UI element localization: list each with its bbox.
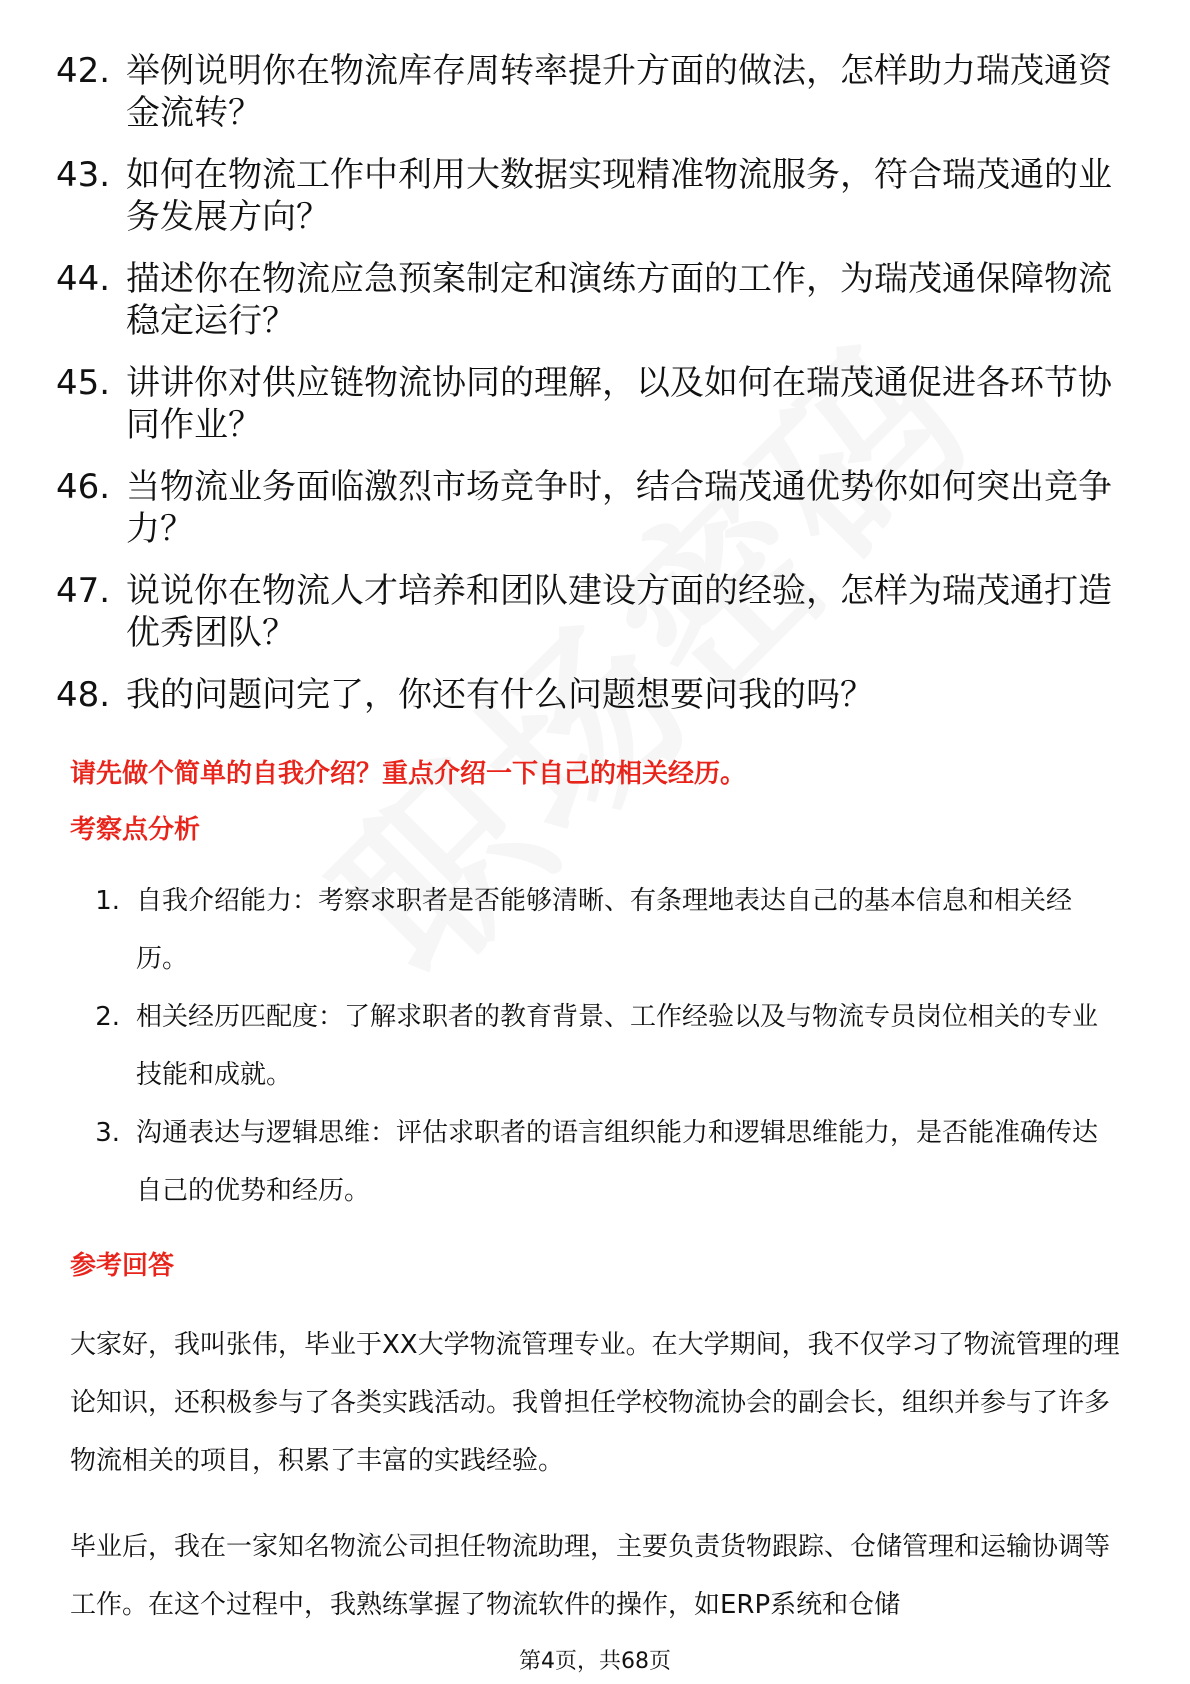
list-item: [56, 362, 1126, 446]
question-number: 44.: [56, 259, 111, 299]
list-item: [56, 258, 1126, 342]
list-item: [56, 570, 1126, 654]
reference-heading: 参考回答: [70, 1251, 175, 1281]
list-item: [56, 674, 1126, 716]
analysis-number: 1.: [95, 886, 120, 916]
analysis-number: 3.: [95, 1118, 120, 1148]
list-item: [56, 154, 1126, 238]
reference-paragraph: 大家好，我叫张伟，毕业于XX大学物流管理专业。在大学期间，我不仅学习了物流管理的理论知识，还积极参与了各类实践活动。我曾担任学校物流协会的副会长，组织并参与了许多物流相关的项目，积累了丰富的实践经验。: [70, 1330, 1120, 1476]
list-item: [70, 1104, 1120, 1220]
list-item: [56, 50, 1126, 134]
question-number: 45.: [56, 363, 111, 403]
question-text: 讲讲你对供应链物流协同的理解，以及如何在瑞茂通促进各环节协同作业？: [126, 363, 1112, 445]
question-text: 我的问题问完了，你还有什么问题想要问我的吗？: [126, 675, 874, 715]
question-number: 42.: [56, 51, 111, 91]
question-number: 46.: [56, 467, 111, 507]
reference-paragraph: 毕业后，我在一家知名物流公司担任物流助理，主要负责货物跟踪、仓储管理和运输协调等工作。在这个过程中，我熟练掌握了物流软件的操作，如ERP系统和仓储: [70, 1532, 1111, 1620]
list-item: [70, 988, 1120, 1104]
question-text: 说说你在物流人才培养和团队建设方面的经验，怎样为瑞茂通打造优秀团队？: [126, 571, 1112, 653]
section-question: 请先做个简单的自我介绍？重点介绍一下自己的相关经历。: [70, 759, 747, 789]
page-footer: 第4页，共68页: [519, 1649, 671, 1674]
question-text: 举例说明你在物流库存周转率提升方面的做法，怎样助力瑞茂通资金流转？: [126, 51, 1112, 133]
analysis-list: [70, 872, 1120, 1220]
question-number: 43.: [56, 155, 111, 195]
question-list: [56, 50, 1126, 736]
analysis-heading: 考察点分析: [70, 815, 201, 845]
analysis-text: 自我介绍能力：考察求职者是否能够清晰、有条理地表达自己的基本信息和相关经历。: [136, 886, 1073, 974]
question-text: 描述你在物流应急预案制定和演练方面的工作，为瑞茂通保障物流稳定运行？: [126, 259, 1112, 341]
question-number: 47.: [56, 571, 111, 611]
analysis-number: 2.: [95, 1002, 120, 1032]
list-item: [56, 466, 1126, 550]
analysis-text: 相关经历匹配度：了解求职者的教育背景、工作经验以及与物流专员岗位相关的专业技能和成就。: [136, 1002, 1099, 1090]
question-text: 当物流业务面临激烈市场竞争时，结合瑞茂通优势你如何突出竞争力？: [126, 467, 1112, 549]
analysis-text: 沟通表达与逻辑思维：评估求职者的语言组织能力和逻辑思维能力，是否能准确传达自己的优势和经历。: [136, 1118, 1099, 1206]
question-text: 如何在物流工作中利用大数据实现精准物流服务，符合瑞茂通的业务发展方向？: [126, 155, 1112, 237]
list-item: [70, 872, 1120, 988]
question-number: 48.: [56, 675, 111, 715]
